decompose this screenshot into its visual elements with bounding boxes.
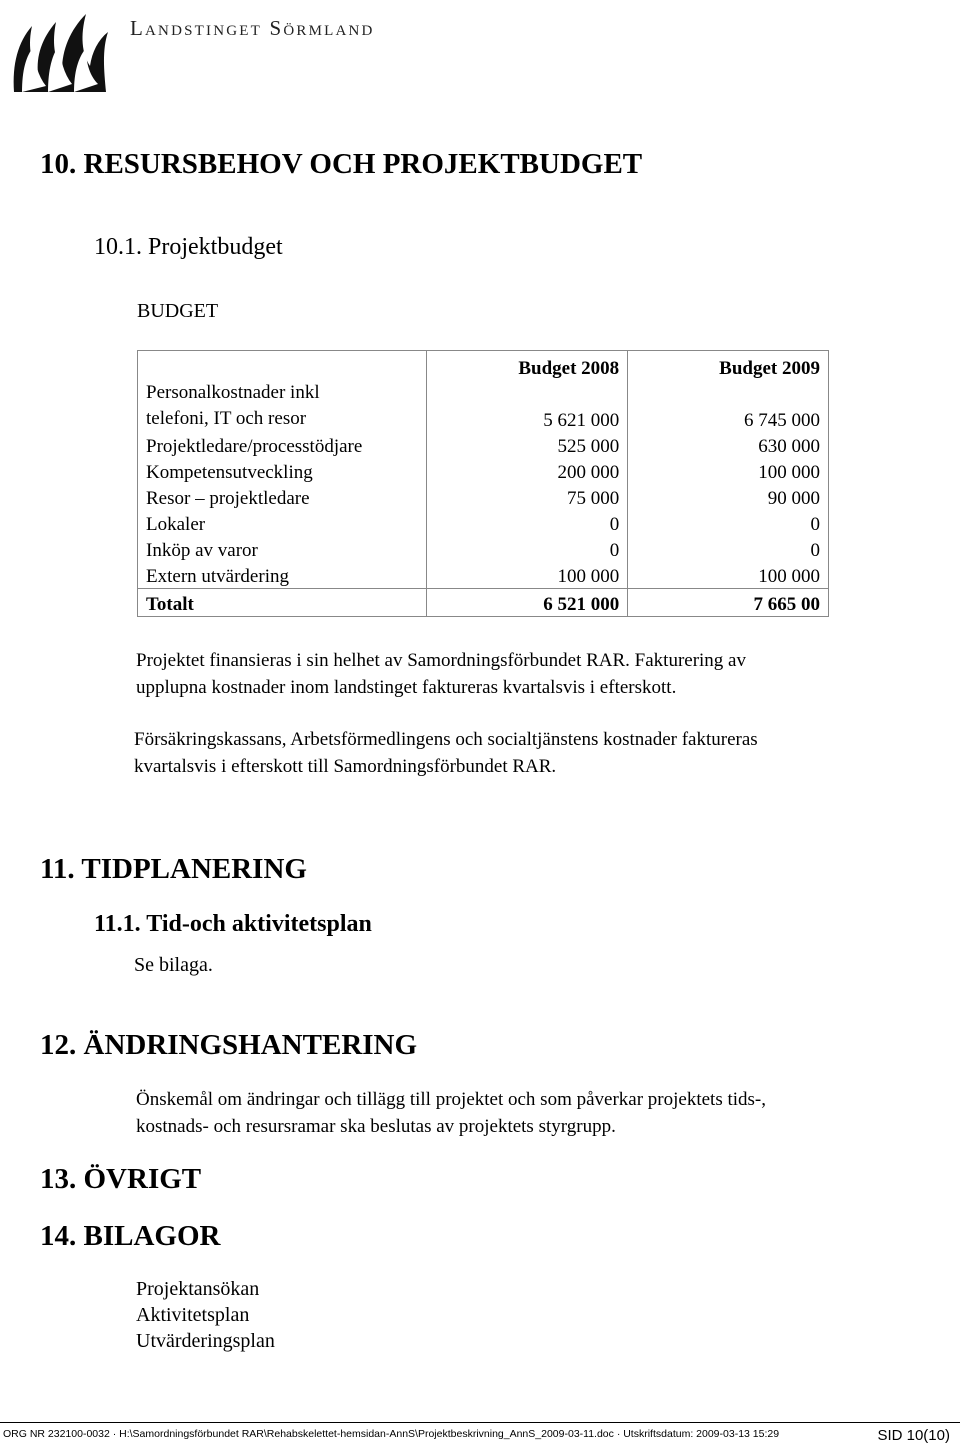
cell-2008: 0	[427, 536, 628, 562]
list-item: Projektansökan	[136, 1278, 260, 1300]
change-management-paragraph	[136, 1086, 766, 1140]
section-14-heading: 14. BILAGOR	[40, 1220, 221, 1252]
cell-2009: 6 745 000	[628, 380, 829, 432]
header-cell-empty	[138, 351, 427, 381]
table-total-row	[138, 589, 829, 617]
change-line-1: Önskemål om ändringar och tillägg till projektet och som påverkar projektets tids-,	[136, 1089, 767, 1110]
section-11-heading: 11. TIDPLANERING	[40, 853, 307, 885]
cell-2008: 200 000	[427, 458, 628, 484]
total-2009: 7 665 00	[628, 589, 829, 617]
header-budget-2009: Budget 2009	[628, 351, 829, 381]
org-name: Landstinget Sörmland	[130, 16, 375, 40]
section-11-1-heading: 11.1. Tid-och aktivitetsplan	[94, 911, 372, 937]
total-2008: 6 521 000	[427, 589, 628, 617]
table-row	[138, 380, 829, 432]
cell-2009: 0	[628, 510, 829, 536]
row-label-line1: Personalkostnader inkl	[146, 382, 320, 403]
financing-paragraph	[136, 647, 746, 701]
row-label	[138, 380, 427, 432]
section-13-heading: 13. ÖVRIGT	[40, 1163, 202, 1195]
attachments-list	[136, 1276, 275, 1354]
total-label: Totalt	[138, 589, 427, 617]
cell-2009: 100 000	[628, 562, 829, 589]
cell-2008: 0	[427, 510, 628, 536]
row-label: Lokaler	[138, 510, 427, 536]
financing-line-1: Projektet finansieras i sin helhet av Samordningsförbundet RAR. Fakturering av	[136, 650, 746, 671]
row-label: Projektledare/processtödjare	[138, 432, 427, 458]
invoicing-line-2: kvartalsvis i efterskott till Samordningsförbundet RAR.	[134, 756, 557, 777]
list-item: Utvärderingsplan	[136, 1330, 275, 1352]
cell-2008: 75 000	[427, 484, 628, 510]
row-label-line2: telefoni, IT och resor	[146, 408, 307, 429]
section-12-heading: 12. ÄNDRINGSHANTERING	[40, 1029, 418, 1061]
table-row	[138, 432, 829, 458]
budget-label: BUDGET	[137, 300, 219, 322]
list-item: Aktivitetsplan	[136, 1304, 250, 1326]
see-attachment-text: Se bilaga.	[134, 954, 213, 976]
cell-2009: 100 000	[628, 458, 829, 484]
invoicing-paragraph	[134, 726, 758, 780]
table-row	[138, 484, 829, 510]
table-header-row	[138, 351, 829, 381]
table-row	[138, 536, 829, 562]
page-number: SID 10(10)	[877, 1427, 950, 1444]
cell-2008: 100 000	[427, 562, 628, 589]
row-label: Inköp av varor	[138, 536, 427, 562]
cell-2009: 90 000	[628, 484, 829, 510]
cell-2009: 0	[628, 536, 829, 562]
cell-2009: 630 000	[628, 432, 829, 458]
table-row	[138, 458, 829, 484]
table-row	[138, 510, 829, 536]
row-label: Resor – projektledare	[138, 484, 427, 510]
row-label: Extern utvärdering	[138, 562, 427, 589]
cell-2008: 525 000	[427, 432, 628, 458]
table-row	[138, 562, 829, 589]
header-budget-2008: Budget 2008	[427, 351, 628, 381]
flame-logo-icon	[8, 4, 112, 96]
row-label: Kompetensutveckling	[138, 458, 427, 484]
change-line-2: kostnads- och resursramar ska beslutas av projektets styrgrupp.	[136, 1116, 616, 1137]
financing-line-2: upplupna kostnader inom landstinget faktureras kvartalsvis i efterskott.	[136, 677, 677, 698]
budget-table	[137, 350, 829, 617]
section-10-1-heading: 10.1. Projektbudget	[94, 234, 283, 260]
cell-2008: 5 621 000	[427, 380, 628, 432]
footer-divider	[0, 1422, 960, 1423]
section-10-heading: 10. RESURSBEHOV OCH PROJEKTBUDGET	[40, 148, 643, 180]
invoicing-line-1: Försäkringskassans, Arbetsförmedlingens och socialtjänstens kostnader faktureras	[134, 729, 758, 750]
footer-doc-info: ORG NR 232100-0032 · H:\Samordningsförbundet RAR\Rehabskelettet-hemsidan-AnnS\Projektbeskrivning_AnnS_2009-03-11.doc · Utskriftsdatum: 2009-03-13 15:29	[3, 1428, 780, 1440]
